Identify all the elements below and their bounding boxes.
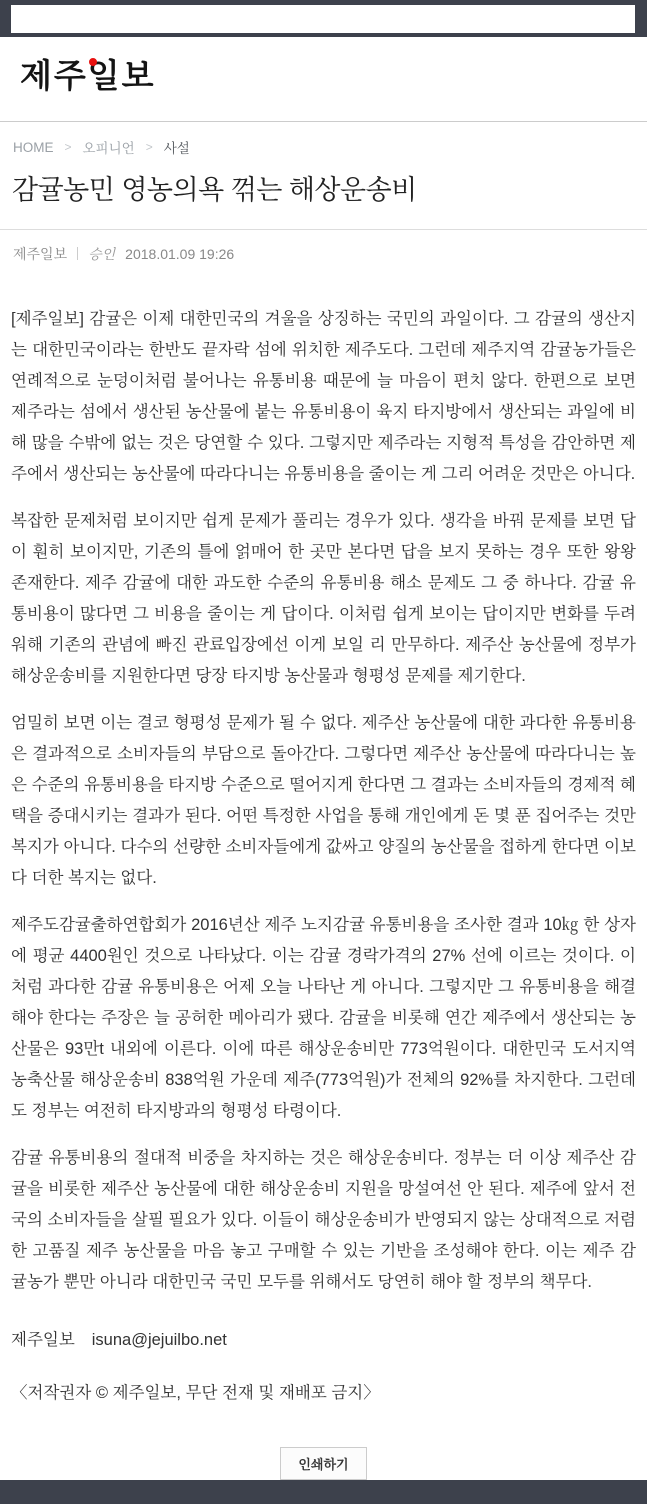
site-logo[interactable] <box>20 57 156 95</box>
chevron-right-icon: > <box>145 140 153 154</box>
breadcrumb-home[interactable]: HOME <box>13 139 54 155</box>
article-paragraph: 감귤 유통비용의 절대적 비중을 차지하는 것은 해상운송비다. 정부는 더 이상 제주산 감귤을 비롯한 제주산 농산물에 대한 해상운송비 지원을 망설여선 안 된다. 제주에 앞서 전국의 소비자들을 살필 필요가 있다. 이들이 해상운송비가 반영되지 않는 상대적으로 저렴한 고품질 제주 농산물을 마음 놓고 구매할 수 있는 기반을 조성해야 한다. 이는 제주 감귤농가 뿐만 아니라 대한민국 국민 모두를 위해서도 당연히 해야 할 정부의 책무다. <box>11 1148 636 1291</box>
top-bar-inset <box>11 5 635 33</box>
print-button[interactable]: 인쇄하기 <box>280 1447 367 1480</box>
article-paragraph: [제주일보] 감귤은 이제 대한민국의 겨울을 상징하는 국민의 과일이다. 그 감귤의 생산지는 대한민국이라는 한반도 끝자락 섬에 위치한 제주도다. 그런데 제주지역 감귤농가들은 연례적으로 눈덩이처럼 불어나는 유통비용 때문에 늘 마음이 편치 않다. 한편으로 보면 제주라는 섬에서 생산된 농산물에 붙는 유통비용이 육지 타지방에서 생산되는 과일에 비해 많을 수밖에 없는 것은 당연할 수 있다. 그렇지만 제주라는 지형적 특성을 감안하면 제주에서 생산되는 농산물에 따라다니는 유통비용을 줄이는 게 그리 어려운 것만은 아니다. <box>11 309 636 483</box>
article-title: 감귤농민 영농의욕 꺾는 해상운송비 <box>12 175 417 205</box>
author-line <box>0 1314 647 1350</box>
logo-red-ring-icon <box>89 58 97 66</box>
author-name: 제주일보 <box>11 1330 75 1349</box>
byline-datetime: 2018.01.09 19:26 <box>125 245 235 262</box>
article-byline <box>0 230 647 264</box>
site-header <box>0 37 647 95</box>
byline-approved-label: 승인 <box>88 245 116 262</box>
article-paragraph: 엄밀히 보면 이는 결코 형평성 문제가 될 수 없다. 제주산 농산물에 대한 과다한 유통비용은 결과적으로 소비자들의 부담으로 돌아간다. 그렇다면 제주산 농산물에 따라다니는 높은 수준의 유통비용을 타지방 수준으로 떨어지게 한다면 그 결과는 소비자들의 경제적 혜택을 증대시키는 결과가 된다. 어떤 특정한 사업을 통해 개인에게 돈 몇 푼 집어주는 것만 복지가 아니다. 다수의 선량한 소비자들에게 값싸고 양질의 농산물을 접하게 한다면 이보다 더한 복지는 없다. <box>11 713 636 887</box>
bottom-bar <box>0 1480 647 1504</box>
chevron-right-icon: > <box>64 140 72 154</box>
top-bar <box>0 0 647 37</box>
article-paragraph: 복잡한 문제처럼 보이지만 쉽게 문제가 풀리는 경우가 있다. 생각을 바꿔 문제를 보면 답이 훤히 보이지만, 기존의 틀에 얽매어 한 곳만 본다면 답을 보지 못하는 경우 또한 왕왕 존재한다. 제주 감귤에 대한 과도한 수준의 유통비용 해소 문제도 그 중 하나다. 감귤 유통비용이 많다면 그 비용을 줄이는 게 답이다. 이처럼 쉽게 보이는 답이지만 변화를 두려워해 기존의 관념에 빠진 관료입장에선 이게 보일 리 만무하다. 제주산 농산물에 정부가 해상운송비를 지원한다면 당장 타지방 농산물과 형평성 문제를 제기한다. <box>11 511 636 685</box>
breadcrumb <box>0 122 647 157</box>
breadcrumb-opinion[interactable]: 오피니언 <box>82 141 135 156</box>
article-body <box>0 264 647 1314</box>
author-email-link[interactable]: isuna@jejuilbo.net <box>91 1330 227 1349</box>
print-button-row <box>0 1447 647 1480</box>
copyright-notice: 〈저작권자 © 제주일보, 무단 전재 및 재배포 금지〉 <box>11 1383 380 1402</box>
byline-source: 제주일보 <box>13 245 68 262</box>
byline-divider <box>77 247 78 260</box>
breadcrumb-editorial[interactable]: 사설 <box>163 141 190 156</box>
site-logo-text: 제주일보 <box>20 57 156 94</box>
article-paragraph: 제주도감귤출하연합회가 2016년산 제주 노지감귤 유통비용을 조사한 결과 10㎏ 한 상자에 평균 4400원인 것으로 나타났다. 이는 감귤 경락가격의 27% 선에 이르는 것이다. 이처럼 과다한 감귤 유통비용은 어제 오늘 나타난 게 아니다. 그렇지만 그 유통비용을 해결해야 한다는 주장은 늘 공허한 메아리가 됐다. 감귤을 비롯해 연간 제주에서 생산되는 농산물은 93만t 내외에 이른다. 이에 따른 해상운송비만 773억원이다. 대한민국 도서지역 농축산물 해상운송비 838억원 가운데 제주(773억원)가 전체의 92%를 차지한다. 그런데도 정부는 여전히 타지방과의 형평성 타령이다. <box>11 915 636 1120</box>
